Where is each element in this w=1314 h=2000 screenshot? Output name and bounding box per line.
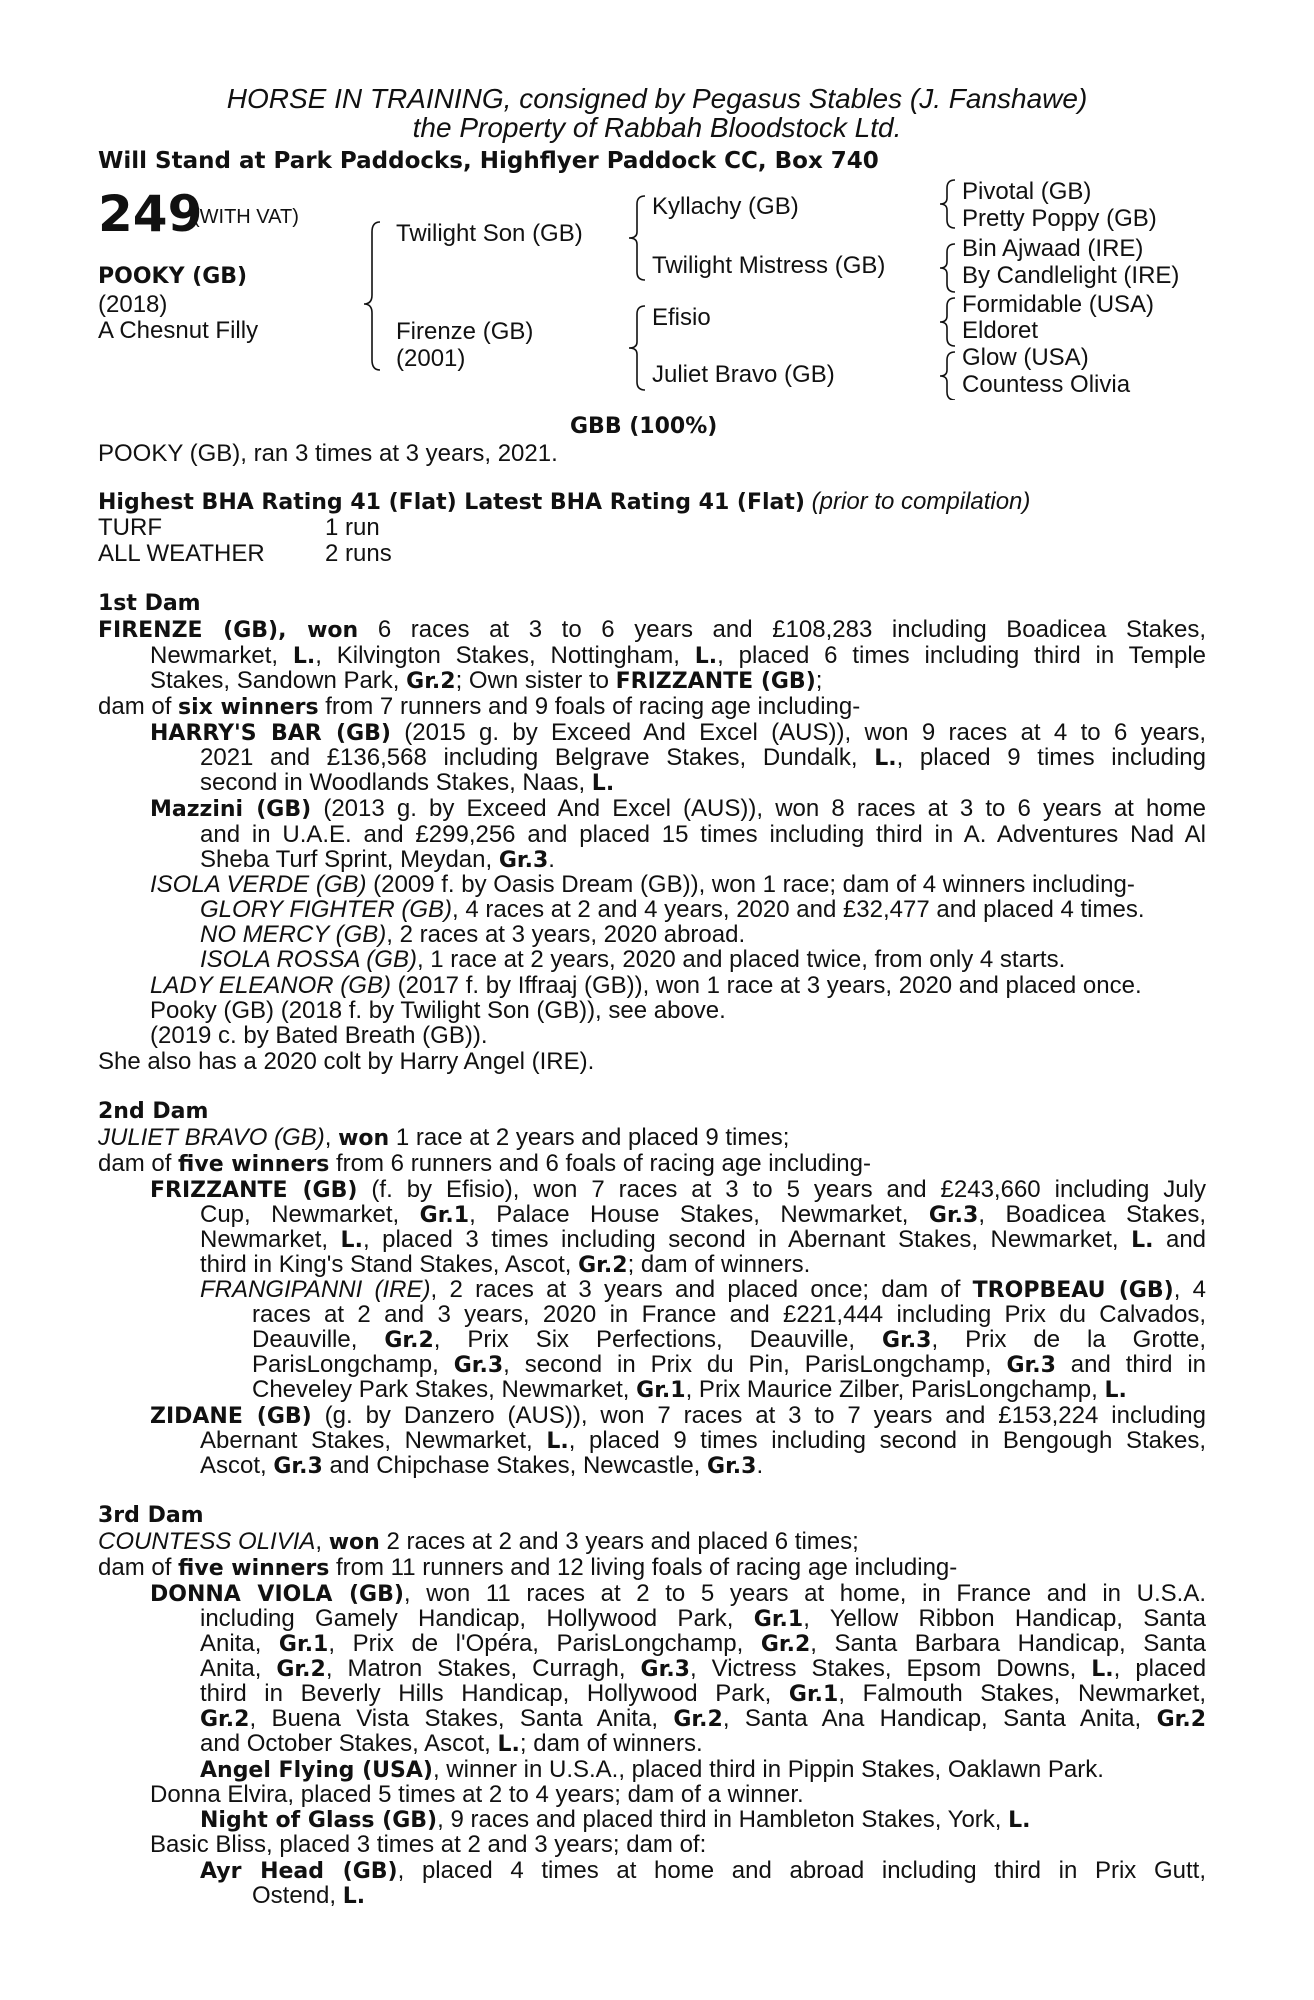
produce-entry: Deauville, Gr.2, Prix Six Perfections, Deauville, Gr.3, Prix de la Grotte, — [252, 1326, 1207, 1353]
produce-entry: LADY ELEANOR (GB) (2017 f. by Iffraaj (GB)), won 1 race at 3 years, 2020 and placed once. — [150, 972, 1142, 999]
bha-rating: Highest BHA Rating 41 (Flat) Latest BHA Rating 41 (Flat) (prior to compilation) — [98, 488, 1031, 515]
produce-entry: second in Woodlands Stakes, Naas, L. — [200, 769, 615, 796]
race-record: POOKY (GB), ran 3 times at 3 years, 2021. — [98, 440, 558, 467]
produce-entry: Mazzini (GB) (2013 g. by Exceed And Excel (AUS)), won 8 races at 3 to 6 years at home — [150, 795, 1207, 822]
produce-entry: third in King's Stand Stakes, Ascot, Gr.2; dam of winners. — [200, 1251, 811, 1278]
third-dam-line: dam of five winners from 11 runners and 12 living foals of racing age including- — [98, 1554, 958, 1581]
second-dam-line: dam of five winners from 6 runners and 6 foals of racing age including- — [98, 1150, 871, 1177]
first-dam-line: Newmarket, L., Kilvington Stakes, Nottingham, L., placed 6 times including third in Temple — [150, 642, 1206, 669]
produce-entry: Cup, Newmarket, Gr.1, Palace House Stakes, Newmarket, Gr.3, Boadicea Stakes, — [200, 1201, 1207, 1228]
pedigree-dam-year: (2001) — [396, 345, 466, 372]
produce-entry: 2021 and £136,568 including Belgrave Stakes, Dundalk, L., placed 9 times including — [200, 744, 1206, 771]
produce-entry: Sheba Turf Sprint, Meydan, Gr.3. — [200, 846, 555, 873]
lot-number: 249 — [98, 185, 203, 243]
first-dam-line: FIRENZE (GB), won 6 races at 3 to 6 years and £108,283 including Boadicea Stakes, — [98, 616, 1207, 643]
foaling-year: (2018) — [98, 291, 168, 318]
pedigree-sds: Bin Ajwaad (IRE) — [962, 235, 1144, 262]
produce-entry: (2019 c. by Bated Breath (GB)). — [150, 1022, 488, 1049]
property-line: the Property of Rabbah Bloodstock Ltd. — [412, 112, 902, 143]
pedigree-dss: Formidable (USA) — [962, 291, 1155, 318]
produce-entry: Basic Bliss, placed 3 times at 2 and 3 years; dam of: — [150, 1831, 707, 1858]
produce-entry: third in Beverly Hills Handicap, Hollywood Park, Gr.1, Falmouth Stakes, Newmarket, — [200, 1680, 1206, 1707]
produce-entry: NO MERCY (GB), 2 races at 3 years, 2020 abroad. — [200, 921, 746, 948]
produce-entry: races at 2 and 3 years, 2020 in France and £221,444 including Prix du Calvados, — [252, 1301, 1206, 1328]
pedigree-sire-sire: Kyllachy (GB) — [652, 193, 799, 220]
first-dam-line: dam of six winners from 7 runners and 9 foals of racing age including- — [98, 693, 861, 720]
first-dam-line: Stakes, Sandown Park, Gr.2; Own sister to FRIZZANTE (GB); — [150, 667, 823, 694]
produce-entry: including Gamely Handicap, Hollywood Park, Gr.1, Yellow Ribbon Handicap, Santa — [200, 1605, 1206, 1632]
produce-entry: Night of Glass (GB), 9 races and placed third in Hambleton Stakes, York, L. — [200, 1806, 1031, 1833]
vat-note: (WITH VAT) — [193, 206, 299, 228]
produce-entry: Newmarket, L., placed 3 times including second in Abernant Stakes, Newmarket, L. and — [200, 1226, 1207, 1253]
third-dam-heading: 3rd Dam — [98, 1503, 204, 1528]
pedigree-sire-dam: Twilight Mistress (GB) — [652, 252, 886, 279]
produce-entry: Donna Elvira, placed 5 times at 2 to 4 years; dam of a winner. — [150, 1781, 804, 1808]
pedigree-dsd: Eldoret — [962, 317, 1039, 344]
pedigree-dds: Glow (USA) — [962, 344, 1089, 371]
produce-entry: FRANGIPANNI (IRE), 2 races at 3 years and placed once; dam of TROPBEAU (GB), 4 — [200, 1276, 1206, 1303]
produce-entry: Anita, Gr.1, Prix de l'Opéra, ParisLongchamp, Gr.2, Santa Barbara Handicap, Santa — [200, 1630, 1206, 1657]
pedigree-dam-sire: Efisio — [652, 304, 711, 331]
pedigree-sire: Twilight Son (GB) — [396, 220, 583, 247]
produce-entry: Angel Flying (USA), winner in U.S.A., placed third in Pippin Stakes, Oaklawn Park. — [200, 1756, 1104, 1783]
pedigree-ssd: Pretty Poppy (GB) — [962, 205, 1157, 232]
produce-entry: GLORY FIGHTER (GB), 4 races at 2 and 4 years, 2020 and £32,477 and placed 4 times. — [200, 896, 1145, 923]
produce-entry: Gr.2, Buena Vista Stakes, Santa Anita, Gr.2, Santa Ana Handicap, Santa Anita, Gr.2 — [200, 1705, 1206, 1732]
produce-entry: Anita, Gr.2, Matron Stakes, Curragh, Gr.3, Victress Stakes, Epsom Downs, L., placed — [200, 1655, 1207, 1682]
horse-name: POOKY (GB) — [98, 264, 248, 289]
pedigree-sdd: By Candlelight (IRE) — [962, 262, 1180, 289]
turf-runs: 1 run — [325, 514, 380, 541]
produce-entry: and October Stakes, Ascot, L.; dam of winners. — [200, 1730, 703, 1757]
produce-note: She also has a 2020 colt by Harry Angel (IRE). — [98, 1048, 595, 1075]
first-dam-heading: 1st Dam — [98, 591, 201, 616]
pedigree-dam: Firenze (GB) — [396, 318, 534, 345]
produce-entry: Ascot, Gr.3 and Chipchase Stakes, Newcastle, Gr.3. — [200, 1452, 764, 1479]
gbb-percentage: GBB (100%) — [570, 414, 718, 439]
pedigree-dam-dam: Juliet Bravo (GB) — [652, 361, 835, 388]
pedigree-ddd: Countess Olivia — [962, 371, 1131, 398]
third-dam-line: COUNTESS OLIVIA, won 2 races at 2 and 3 years and placed 6 times; — [98, 1528, 859, 1555]
pedigree-sss: Pivotal (GB) — [962, 178, 1092, 205]
stand-location: Will Stand at Park Paddocks, Highflyer Paddock CC, Box 740 — [98, 148, 879, 174]
produce-entry: DONNA VIOLA (GB), won 11 races at 2 to 5 years at home, in France and in U.S.A. — [150, 1580, 1206, 1607]
produce-entry: FRIZZANTE (GB) (f. by Efisio), won 7 races at 3 to 5 years and £243,660 including July — [150, 1176, 1206, 1203]
all-weather-label: ALL WEATHER — [98, 540, 265, 567]
consignor-line: HORSE IN TRAINING, consigned by Pegasus Stables (J. Fanshawe) — [226, 83, 1088, 114]
horse-description: A Chesnut Filly — [98, 317, 259, 344]
produce-entry: ISOLA VERDE (GB) (2009 f. by Oasis Dream (GB)), won 1 race; dam of 4 winners including- — [150, 871, 1135, 898]
turf-label: TURF — [98, 514, 162, 541]
second-dam-line: JULIET BRAVO (GB), won 1 race at 2 years and placed 9 times; — [98, 1124, 790, 1151]
produce-entry: Cheveley Park Stakes, Newmarket, Gr.1, Prix Maurice Zilber, ParisLongchamp, L. — [252, 1376, 1127, 1403]
produce-entry: ZIDANE (GB) (g. by Danzero (AUS)), won 7 races at 3 to 7 years and £153,224 including — [150, 1402, 1206, 1429]
produce-entry: ISOLA ROSSA (GB), 1 race at 2 years, 2020 and placed twice, from only 4 starts. — [200, 946, 1066, 973]
produce-entry: ParisLongchamp, Gr.3, second in Prix du Pin, ParisLongchamp, Gr.3 and third in — [252, 1351, 1207, 1378]
produce-entry: Abernant Stakes, Newmarket, L., placed 9 times including second in Bengough Stakes, — [200, 1427, 1206, 1454]
all-weather-runs: 2 runs — [325, 540, 392, 567]
produce-entry: Ayr Head (GB), placed 4 times at home and abroad including third in Prix Gutt, — [200, 1857, 1206, 1884]
produce-entry: Ostend, L. — [252, 1882, 366, 1909]
produce-entry: and in U.A.E. and £299,256 and placed 15 times including third in A. Adventures Nad Al — [200, 821, 1206, 848]
produce-entry: HARRY'S BAR (GB) (2015 g. by Exceed And Excel (AUS)), won 9 races at 4 to 6 years, — [150, 719, 1206, 746]
produce-entry: Pooky (GB) (2018 f. by Twilight Son (GB)), see above. — [150, 997, 726, 1024]
second-dam-heading: 2nd Dam — [98, 1099, 209, 1124]
